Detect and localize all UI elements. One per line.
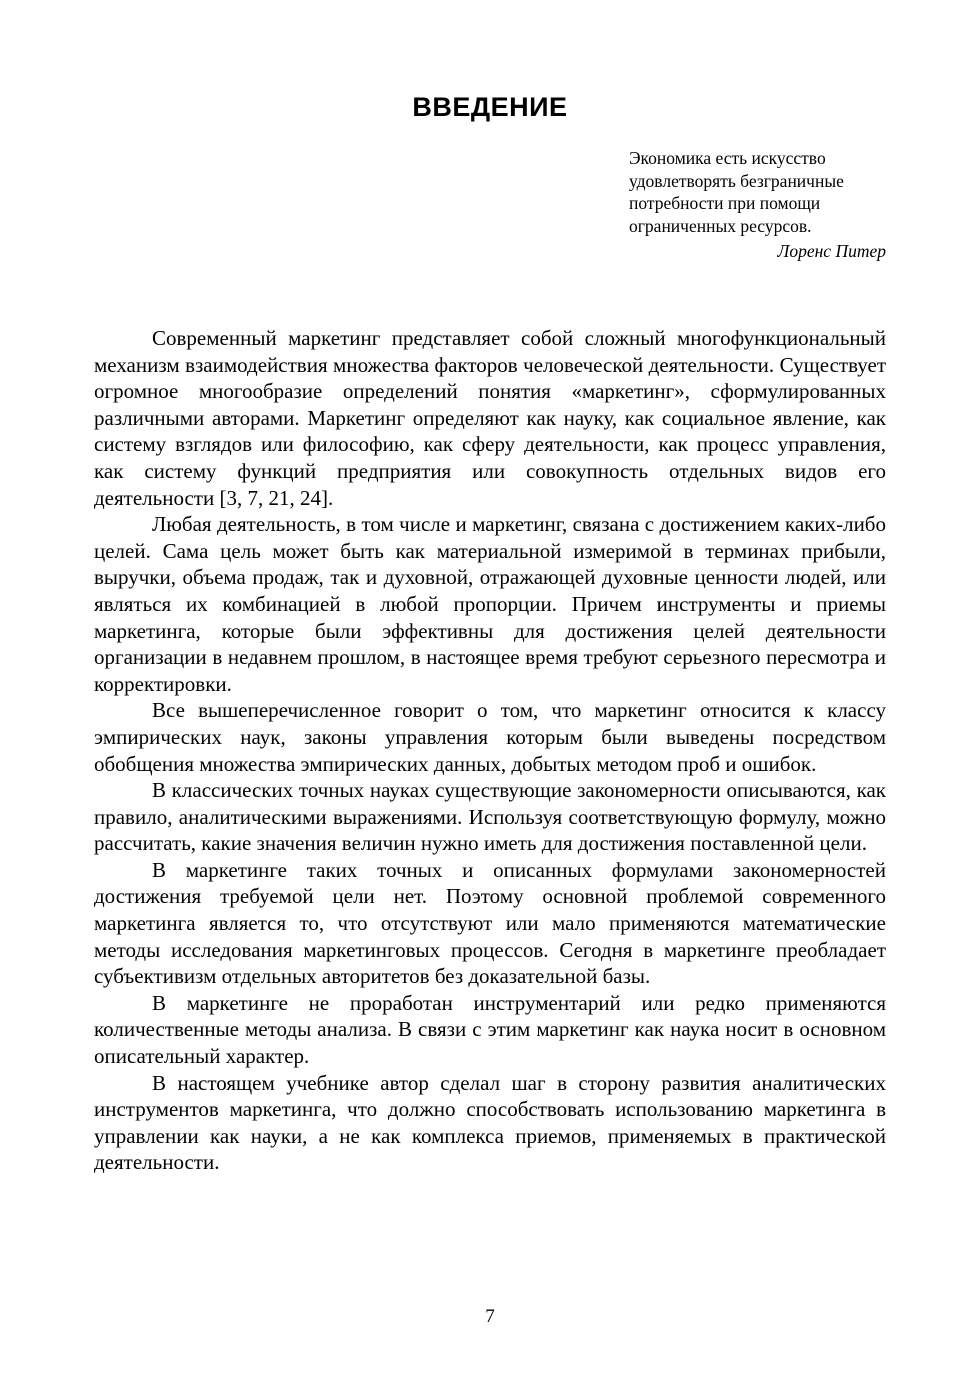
page-title: ВВЕДЕНИЕ <box>412 92 568 122</box>
epigraph-line: Экономика есть искусство <box>629 148 826 168</box>
paragraph-1: Современный маркетинг представляет собой сложный многофункциональный механизм взаимодействия множества факторов человеческой деятельности. Существует огромное многообразие определений понятия «маркетинг», сформулированных различными авторами. Маркетинг определяют как науку, как социальное явление, как систему взглядов или философию, как сферу деятельности, как процесс управления, как систему функций предприятия или совокупность отдельных видов его деятельности [3, 7, 21, 24]. <box>94 326 886 510</box>
page-number: 7 <box>485 1306 495 1327</box>
paragraph-2: Любая деятельность, в том числе и маркетинг, связана с достижением каких-либо целей. Сама цель может быть как материальной измеримой в терминах прибыли, выручки, объема продаж, так и духовной, отражающей духовные ценности людей, или являться их комбинацией в любой пропорции. Причем инструменты и приемы маркетинга, которые были эффективны для достижения целей деятельности организации в недавнем прошлом, в настоящее время требуют серьезного пересмотра и корректировки. <box>94 512 886 696</box>
epigraph-line: потребности при помощи <box>629 193 821 213</box>
paragraph-7: В настоящем учебнике автор сделал шаг в сторону развития аналитических инструментов маркетинга, что должно способствовать использованию маркетинга в управлении как науки, а не как комплекса приемов, применяемых в практической деятельности. <box>94 1070 886 1175</box>
paragraph-3: Все вышеперечисленное говорит о том, что маркетинг относится к классу эмпирических наук, законы управления которым были выведены посредством обобщения множества эмпирических данных, добытых методом проб и ошибок. <box>94 698 886 776</box>
paragraph-6: В маркетинге не проработан инструментарий или редко применяются количественные методы анализа. В связи с этим маркетинг как наука носит в основном описательный характер. <box>94 990 886 1069</box>
paragraph-4: В классических точных науках существующие закономерности описываются, как правило, аналитическими выражениями. Используя соответствующую формулу, можно рассчитать, какие значения величин нужно иметь для достижения поставленной цели. <box>94 778 886 856</box>
epigraph-author: Лоренс Питер <box>777 241 886 261</box>
epigraph-line: удовлетворять безграничные <box>629 170 844 191</box>
paragraph-5: В маркетинге таких точных и описанных формулами закономерностей достижения требуемой цели нет. Поэтому основной проблемой современного маркетинга является то, что отсутствуют или мало применяются математические методы исследования маркетинговых процессов. Сегодня в маркетинге преобладает субъективизм отдельных авторитетов без доказательной базы. <box>94 857 886 989</box>
epigraph <box>629 147 891 263</box>
body-text <box>94 325 886 1176</box>
epigraph-line: ограниченных ресурсов. <box>629 215 812 236</box>
